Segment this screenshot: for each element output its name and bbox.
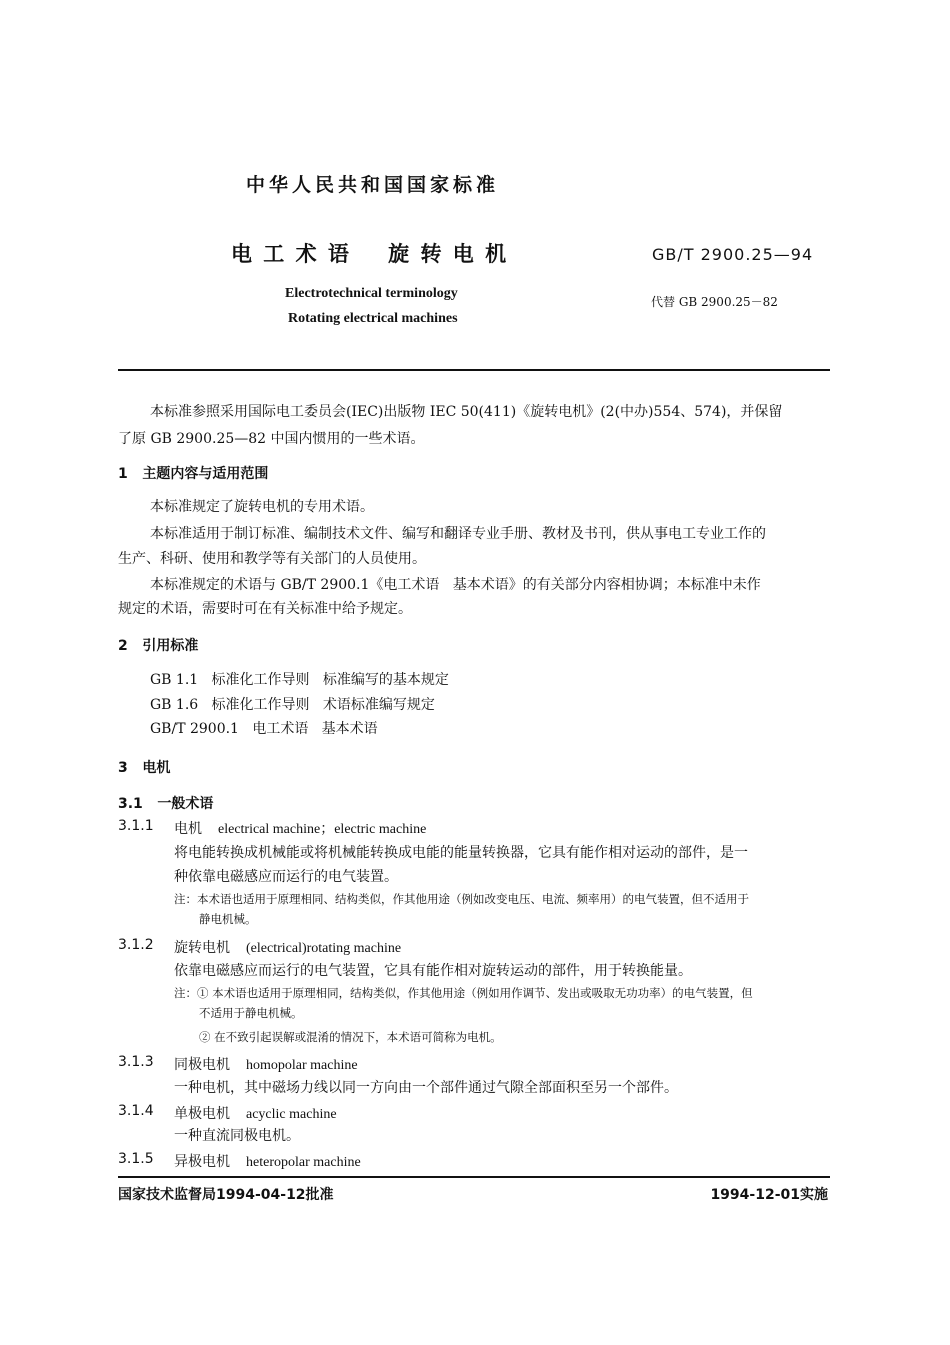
title-en-line1: Electrotechnical terminology	[285, 286, 458, 301]
subsection-3-1-heading: 3.1 一般术语	[118, 796, 214, 812]
term-en: acyclic machine	[246, 1107, 337, 1122]
term-definition-line1: 将电能转换成机械能或将机械能转换成电能的能量转换器，它具有能作相对运动的部件，是一	[174, 845, 748, 861]
term-note-line1: 注：① 本术语也适用于原理相同，结构类似，作其他用途（例如用作调节、发出或吸取无功功率）的电气装置，但	[174, 986, 753, 1000]
term-entry	[174, 937, 401, 957]
section-1-heading: 1 主题内容与适用范围	[118, 466, 269, 482]
term-note-line2: 不适用于静电机械。	[199, 1006, 303, 1020]
term-cn: 同极电机	[174, 1057, 230, 1073]
term-en: heteropolar machine	[246, 1155, 361, 1170]
header-divider	[118, 369, 830, 371]
term-en: electrical machine；electric machine	[218, 822, 427, 837]
term-definition-line1: 依靠电磁感应而运行的电气装置，它具有能作相对旋转运动的部件，用于转换能量。	[174, 963, 692, 979]
term-entry	[174, 1103, 337, 1123]
intro-line1: 本标准参照采用国际电工委员会(IEC)出版物 IEC 50(411)《旋转电机》(2(中办)554、574)，并保留	[150, 404, 783, 420]
replaces-note: 代替 GB 2900.25－82	[651, 295, 778, 309]
approval-line: 国家技术监督局1994-04-12批准	[118, 1187, 334, 1203]
term-entry	[174, 1151, 361, 1171]
term-note-line2: 静电机械。	[199, 912, 257, 926]
section-1-p2-line2: 生产、科研、使用和教学等有关部门的人员使用。	[118, 551, 426, 567]
term-cn: 旋转电机	[174, 940, 230, 956]
section-1-p2-line1: 本标准适用于制订标准、编制技术文件、编写和翻译专业手册、教材及书刊，供从事电工专业工作的	[150, 526, 766, 542]
term-en: homopolar machine	[246, 1058, 358, 1073]
term-cn: 异极电机	[174, 1154, 230, 1170]
section-1-p1: 本标准规定了旋转电机的专用术语。	[150, 499, 374, 515]
term-cn: 电机	[174, 821, 202, 837]
section-1-p3-line1: 本标准规定的术语与 GB/T 2900.1《电工术语 基本术语》的有关部分内容相协调；本标准中未作	[150, 577, 761, 593]
term-number: 3.1.3	[118, 1054, 154, 1070]
term-note-line1: 注：本术语也适用于原理相同、结构类似，作其他用途（例如改变电压、电流、频率用）的电气装置，但不适用于	[174, 892, 749, 906]
standard-number: GB/T 2900.25—94	[652, 245, 814, 264]
reference-item: GB 1.6 标准化工作导则 术语标准编写规定	[150, 697, 435, 713]
term-number: 3.1.1	[118, 818, 154, 834]
term-number: 3.1.4	[118, 1103, 154, 1119]
term-entry	[174, 1054, 358, 1074]
term-cn: 单极电机	[174, 1106, 230, 1122]
term-note-line3: ② 在不致引起误解或混淆的情况下，本术语可简称为电机。	[199, 1030, 502, 1044]
reference-item: GB/T 2900.1 电工术语 基本术语	[150, 721, 378, 737]
term-number: 3.1.5	[118, 1151, 154, 1167]
section-1-p3-line2: 规定的术语，需要时可在有关标准中给予规定。	[118, 601, 412, 617]
term-definition-line1: 一种电机，其中磁场力线以同一方向由一个部件通过气隙全部面积至另一个部件。	[174, 1080, 678, 1096]
term-en: (electrical)rotating machine	[246, 941, 402, 956]
title-en-line2: Rotating electrical machines	[288, 311, 458, 326]
section-2-heading: 2 引用标准	[118, 638, 199, 654]
section-3-heading: 3 电机	[118, 760, 171, 776]
reference-item: GB 1.1 标准化工作导则 标准编写的基本规定	[150, 672, 449, 688]
term-entry	[174, 818, 426, 838]
issuer-title: 中华人民共和国国家标准	[246, 174, 500, 196]
footer-divider	[118, 1176, 830, 1178]
document-title-cn: 电 工 术 语 旋 转 电 机	[231, 242, 509, 266]
term-number: 3.1.2	[118, 937, 154, 953]
term-definition-line1: 一种直流同极电机。	[174, 1128, 300, 1144]
term-definition-line2: 种依靠电磁感应而运行的电气装置。	[174, 869, 398, 885]
intro-line2: 了原 GB 2900.25—82 中国内惯用的一些术语。	[118, 431, 425, 447]
effective-date-line: 1994-12-01实施	[710, 1187, 828, 1203]
